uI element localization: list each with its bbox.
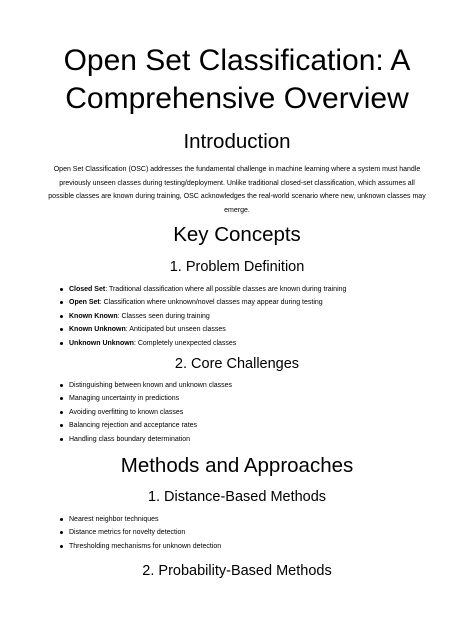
term-known-unknown: Known Unknown	[69, 326, 126, 334]
term-description: : Completely unexpected classes	[133, 339, 237, 347]
introduction-paragraph: Open Set Classification (OSC) addresses the fundamental challenge in machine learning where a system must handle previously unseen classes during testing/deployment. Unlike traditional closed-set classification, which assumes all possible classes are known during training, OSC acknowledges the real-world scenario where new, unknown classes may emerge.	[48, 166, 426, 214]
list-item	[60, 283, 434, 296]
list-item: Thresholding mechanisms for unknown detection	[60, 540, 434, 553]
methods-heading: Methods and Approaches	[120, 454, 354, 477]
core-challenges-list	[60, 379, 434, 446]
term-description: : Classification where unknown/novel classes may appear during testing	[99, 299, 323, 307]
list-item	[60, 323, 434, 336]
term-description: : Classes seen during training	[117, 312, 210, 320]
distance-based-heading: 1. Distance-Based Methods	[147, 489, 327, 505]
list-item: Avoiding overfitting to known classes	[60, 406, 434, 419]
list-item: Distinguishing between known and unknown classes	[60, 379, 434, 392]
term-open-set: Open Set	[69, 299, 100, 307]
list-item: Distance metrics for novelty detection	[60, 526, 434, 539]
key-concepts-heading: Key Concepts	[173, 223, 301, 246]
term-closed-set: Closed Set	[69, 286, 106, 293]
term-description: : Anticipated but unseen classes	[125, 326, 226, 334]
distance-based-list	[60, 513, 434, 553]
list-item: Nearest neighbor techniques	[60, 513, 434, 526]
document-title: Open Set Classification: A Comprehensive Overview	[63, 44, 411, 115]
list-item	[60, 310, 434, 323]
term-unknown-unknown: Unknown Unknown	[69, 339, 134, 347]
list-item: Handling class boundary determination	[60, 433, 434, 446]
list-item: Managing uncertainty in predictions	[60, 392, 434, 405]
term-known-known: Known Known	[69, 312, 118, 320]
list-item	[60, 296, 434, 309]
list-item: Balancing rejection and acceptance rates	[60, 419, 434, 432]
introduction-heading: Introduction	[183, 130, 291, 153]
list-item	[60, 337, 434, 350]
probability-based-heading: 2. Probability-Based Methods	[142, 563, 332, 579]
problem-definition-list	[60, 283, 434, 350]
term-description: : Traditional classification where all possible classes are known during training	[105, 286, 347, 293]
core-challenges-heading: 2. Core Challenges	[174, 356, 300, 372]
problem-definition-heading: 1. Problem Definition	[169, 259, 305, 275]
